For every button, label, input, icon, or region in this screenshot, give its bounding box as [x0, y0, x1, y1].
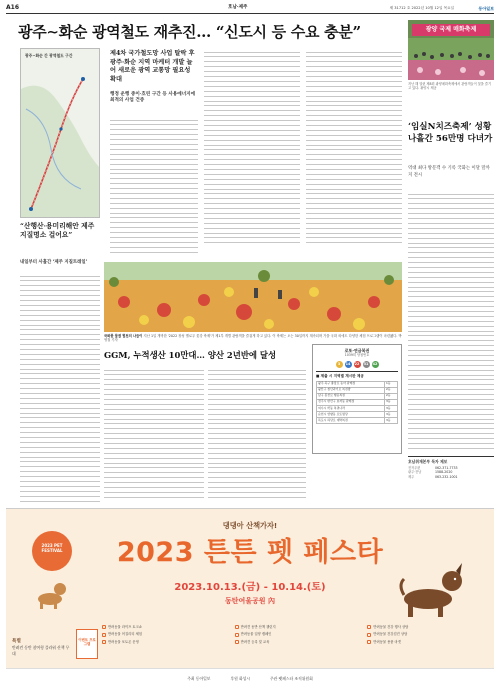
flower-field-photo	[104, 262, 402, 332]
jeju-subhead: 내일부터 사흘간 ‘제주 지질트레일’	[20, 260, 88, 265]
pet-festival-ad[interactable]	[6, 508, 494, 688]
rail-map	[20, 48, 100, 218]
table-cell: 전주시 완산구 효자동 판매점	[317, 399, 385, 405]
contact-label: 전자우편	[408, 466, 421, 471]
contact-value[interactable]: 1588-2020	[435, 470, 453, 475]
ad-tagline: 댕댕아 산책가자!	[222, 521, 278, 530]
table-cell: 3등	[385, 412, 398, 418]
ggm-body-col2	[208, 366, 306, 504]
lottery-title: 로또·연금복권	[344, 348, 370, 353]
table-cell: 순천시 연향동 로또명당	[317, 412, 385, 418]
page-number: A16	[6, 4, 19, 12]
main-headline: 광주∼화순 광역철도 재추진… “신도시 등 수요 충분”	[18, 23, 361, 41]
program-item[interactable]	[235, 625, 362, 629]
checkbox-icon	[235, 625, 239, 629]
table-cell: 3등	[385, 405, 398, 411]
cheese-festival-headline: ‘임실N치즈축제’ 성황 나흘간 56만명 다녀가	[408, 122, 493, 144]
dog-illustration	[398, 555, 468, 617]
lottery-section-title: ■ 제출 시 지역별 계시판 제공	[316, 371, 398, 379]
small-dog-illustration	[32, 575, 68, 611]
festival-photo	[408, 20, 494, 80]
checkbox-icon	[102, 640, 106, 644]
program-item[interactable]	[102, 632, 229, 636]
program-item[interactable]	[235, 632, 362, 636]
ad-footer	[6, 668, 494, 688]
flower-photo-caption	[104, 334, 402, 343]
table-cell: 3등	[385, 418, 398, 424]
program-item[interactable]	[367, 640, 494, 644]
section-name: 호남·제주	[228, 5, 248, 11]
lottery-ball: 31	[363, 361, 369, 366]
cheese-festival-body	[408, 190, 494, 450]
contact-box	[408, 456, 494, 502]
article-body-col2	[204, 48, 300, 256]
checkbox-icon	[367, 625, 371, 629]
brand-logo[interactable]: 동아일보	[478, 5, 494, 11]
contact-label: 제주	[408, 474, 415, 479]
flower-caption-text: 지난 1일 개막한 '2022 장성 옐로우 꽃강 축제'가 제1부 개별 관람객을 즐겁게 하고 있다. 이 축제는 오는 30일까지 계속되며 가을 국화 외에도 다양한 체험 프로그램이 마련됐다. 박영철 기자	[104, 334, 402, 343]
ad-title: 2023 튼튼 펫 페스타	[116, 537, 384, 568]
lottery-table	[316, 381, 398, 425]
program-item[interactable]	[102, 625, 229, 629]
lottery-ball: 42	[372, 361, 378, 366]
program-item[interactable]	[235, 640, 362, 644]
checkbox-icon	[367, 633, 371, 637]
ggm-body-col1	[104, 366, 204, 504]
contact-value[interactable]: 062-371-7733	[435, 466, 458, 471]
contact-title: 호남취재본부 독자 제보	[408, 459, 448, 464]
jeju-headline: “산행산·용미리해안 제주 지질명소 걸어요”	[20, 222, 95, 240]
lottery-box	[312, 344, 402, 454]
table-cell: 3등	[385, 399, 398, 405]
program-item[interactable]	[367, 625, 494, 629]
checkbox-icon	[102, 625, 106, 629]
article-subhead: 제4차 국가철도망 사업 탈락 후 광주·화순 지역 마케터 개발 늘어 새로운 광역 교통망 필요성 확대	[110, 50, 195, 84]
article-subhead-secondary: 행정 운행 중이·흐린 구간 등 사용에너지에 최적의 사업 건증	[110, 92, 196, 104]
checkbox-icon	[235, 640, 239, 644]
ad-left-body: 반려견 동반 참여형 플라워 산책 무대	[12, 645, 70, 656]
organizer: 주최 동아일보	[187, 675, 211, 681]
table-cell: 광산구 첨단과기로 복권방	[317, 387, 385, 393]
issue-info: 제 31712 호 2022년 10월 12일 목요일	[389, 6, 454, 11]
program-label: 반려견 등록 및 교육	[240, 639, 270, 644]
festival-banner: 광양 국제 매화축제	[412, 24, 490, 36]
page-header	[6, 4, 494, 14]
contact-label: 광주·전남	[408, 470, 422, 475]
contact-row	[408, 475, 494, 479]
program-label: 반려동물 입양 캠페인	[240, 632, 272, 637]
checkbox-icon	[102, 633, 106, 637]
lottery-ball: 3	[336, 361, 343, 368]
table-cell: 여수시 학동 복권나라	[317, 405, 385, 411]
program-label: 반려동물 건강검진 상담	[373, 632, 408, 637]
checkbox-icon	[235, 633, 239, 637]
lottery-ball: 14	[345, 361, 351, 366]
program-item[interactable]	[367, 632, 494, 636]
lottery-ball: 22	[354, 361, 360, 366]
lottery-round: 1039회 당첨번호	[344, 353, 370, 358]
table-cell: 남구 봉선로 행운복권	[317, 393, 385, 399]
sponsor: 후원 화성시	[230, 675, 250, 681]
map-graphic	[21, 49, 100, 218]
map-title: 광주~화순 간 광역철도 구간	[25, 53, 73, 58]
festival-badge: 2023 PET FESTIVAL	[32, 531, 72, 571]
program-label: 반려동물 포토존 운영	[108, 639, 139, 644]
program-label: 반려동물 건강 행사 상담	[373, 625, 409, 629]
flower-field-image	[104, 262, 402, 332]
checkbox-icon	[367, 640, 371, 644]
festival-photo-caption: 지난 해 열린 제8회 광양매화축제에서 관람객들이 꽃을 즐기고 있다. 광양시 제공	[408, 82, 492, 91]
table-cell: 2등	[385, 393, 398, 399]
ggm-headline: GGM, 누적생산 10만대… 양산 2년반에 달성	[104, 350, 277, 360]
table-cell: 목포시 하당로 대박복권	[317, 418, 385, 424]
program-list	[102, 625, 494, 644]
contact-value[interactable]: 063-232-1001	[435, 474, 458, 479]
host: 주관 펫페스타 조직위원회	[270, 675, 313, 681]
table-cell: 2등	[385, 387, 398, 393]
program-item[interactable]	[102, 640, 229, 644]
ad-left-text	[12, 639, 72, 656]
table-row	[317, 418, 398, 424]
flower-caption-title: 국화꽃 물결 헐천의 나들이	[104, 334, 143, 338]
lottery-balls	[316, 361, 398, 368]
table-cell: 1등	[385, 381, 398, 387]
ad-date: 2023.10.13.(금) - 10.14.(토)	[174, 582, 326, 593]
cheese-festival-subhead: 역대 최다 방문객 수 기록 국화는 이달 말까지 전시	[408, 166, 490, 178]
article-body-col1	[110, 116, 198, 256]
jeju-body	[20, 272, 100, 502]
event-program-label: 이벤트 프로그램	[76, 629, 98, 659]
table-cell: 광주 북구 충장로 동아 판매점	[317, 381, 385, 387]
program-label: 반려동물 라이프 토크쇼	[108, 625, 142, 629]
program-label: 반려동물 용품 마켓	[373, 639, 401, 644]
program-label: 반려견 동반 산책 챌린지	[240, 625, 276, 629]
program-label: 반려동물 어질리티 체험	[108, 632, 142, 637]
article-body-col3	[306, 48, 402, 256]
ad-venue: 동탄여울공원 內	[224, 597, 275, 605]
ad-left-heading: 특별	[12, 639, 21, 644]
